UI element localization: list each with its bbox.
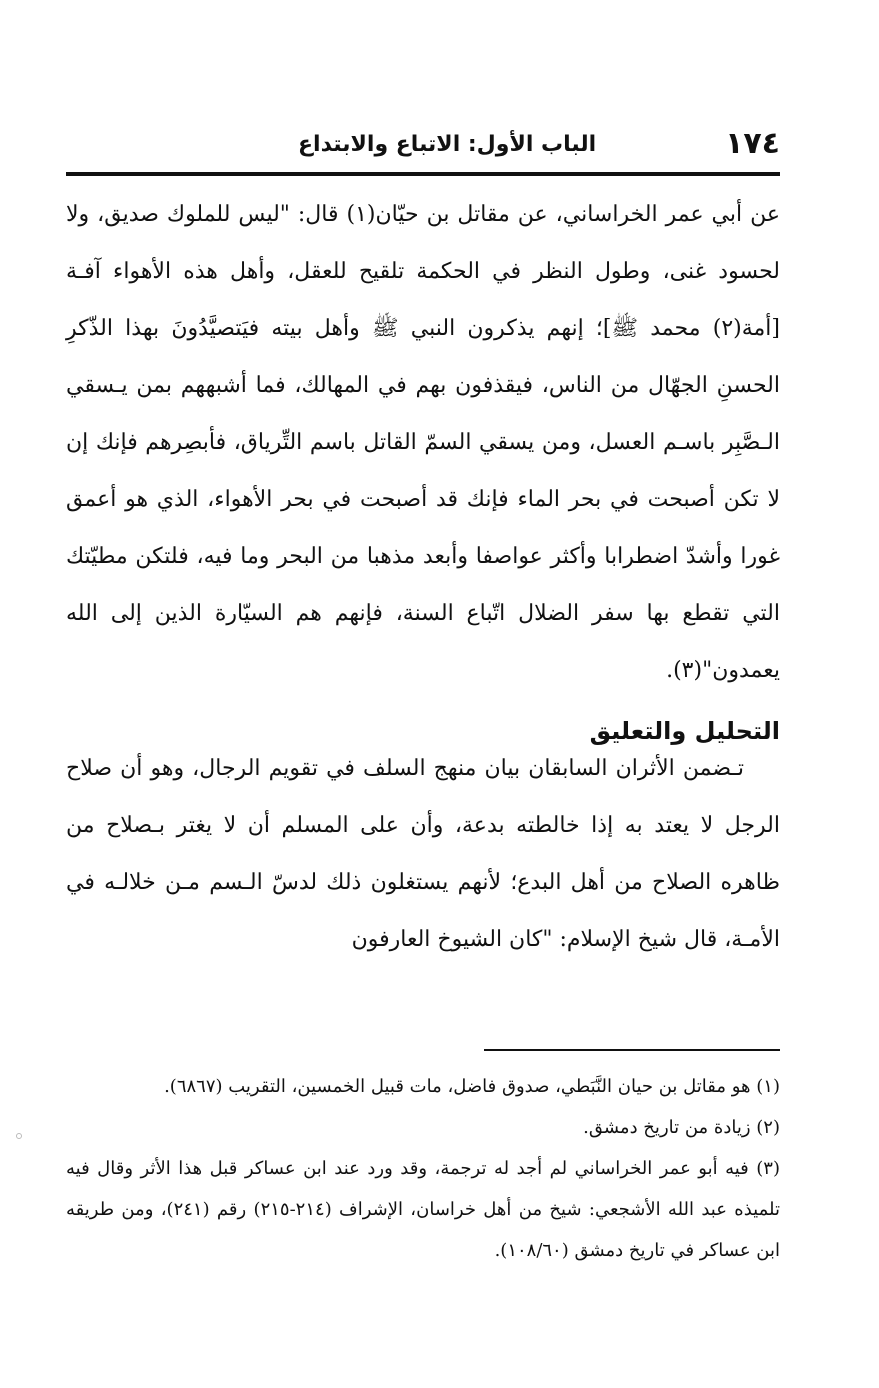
- running-title: الباب الأول: الاتباع والابتداع: [298, 132, 597, 157]
- footnote-3: (٣) فيه أبو عمر الخراساني لم أجد له ترجمة، وقد ورد عند ابن عساكر قبل هذا الأثر وقال فيه تلميذه عبد الله الأشجعي: شيخ من أهل خراسان، الإشراف (٢١٤-٢١٥) رقم (٢٤١)، ومن طريقه ابن عساكر في تاريخ دمشق (١٠٨/٦٠).: [66, 1158, 780, 1261]
- analysis-text: [66, 740, 780, 968]
- main-text: [66, 186, 780, 699]
- footnote-1: (١) هو مقاتل بن حيان النَّبَطي، صدوق فاضل، مات قبيل الخمسين، التقريب (٦٨٦٧).: [164, 1076, 780, 1097]
- section-heading: التحليل والتعليق: [589, 717, 780, 745]
- header-rule: [66, 172, 780, 176]
- footnotes: [66, 1066, 780, 1271]
- footnote-rule: [484, 1049, 780, 1051]
- page-header: [66, 124, 780, 168]
- footnote-2: (٢) زيادة من تاريخ دمشق.: [583, 1117, 780, 1138]
- page-number: ١٧٤: [725, 126, 780, 161]
- analysis-paragraph: تـضمن الأثران السابقان بيان منهج السلف في تقويم الرجال، وهو أن صلاح الرجل لا يعتد به إذا خالطته بدعة، وأن على المسلم أن لا يغتر بـصلاح من ظاهره الصلاح من أهل البدع؛ لأنهم يستغلون ذلك لدسّ الـسم مـن خلالـه في الأمـة، قال شيخ الإسلام: "كان الشيوخ العارفون: [66, 756, 780, 952]
- scan-speck: [16, 1133, 22, 1139]
- quoted-paragraph: عن أبي عمر الخراساني، عن مقاتل بن حيّان(١) قال: "ليس للملوك صديق، ولا لحسود غنى، وطول النظر في الحكمة تلقيح للعقل، وأهل هذه الأهواء آفـة [أمة(٢) محمد ﷺ]؛ إنهم يذكرون النبي ﷺ وأهل بيته فيَتصيَّدُونَ بهذا الذّكرِ الحسنِ الجهّال من الناس، فيقذفون بهم في المهالك، فما أشبههم بمن يـسقي الـصَّبِر باسـم العسل، ومن يسقي السمّ القاتل باسم التِّرياق، فأبصِرهم فإنك إن لا تكن أصبحت في بحر الماء فإنك قد أصبحت في بحر الأهواء، الذي هو أعمق غورا وأشدّ اضطرابا وأكثر عواصفا وأبعد مذهبا من البحر وما فيه، فلتكن مطيّتك التي تقطع بها سفر الضلال اتّباع السنة، فإنهم هم السيّارة الذين إلى الله يعمدون"(٣).: [66, 202, 780, 683]
